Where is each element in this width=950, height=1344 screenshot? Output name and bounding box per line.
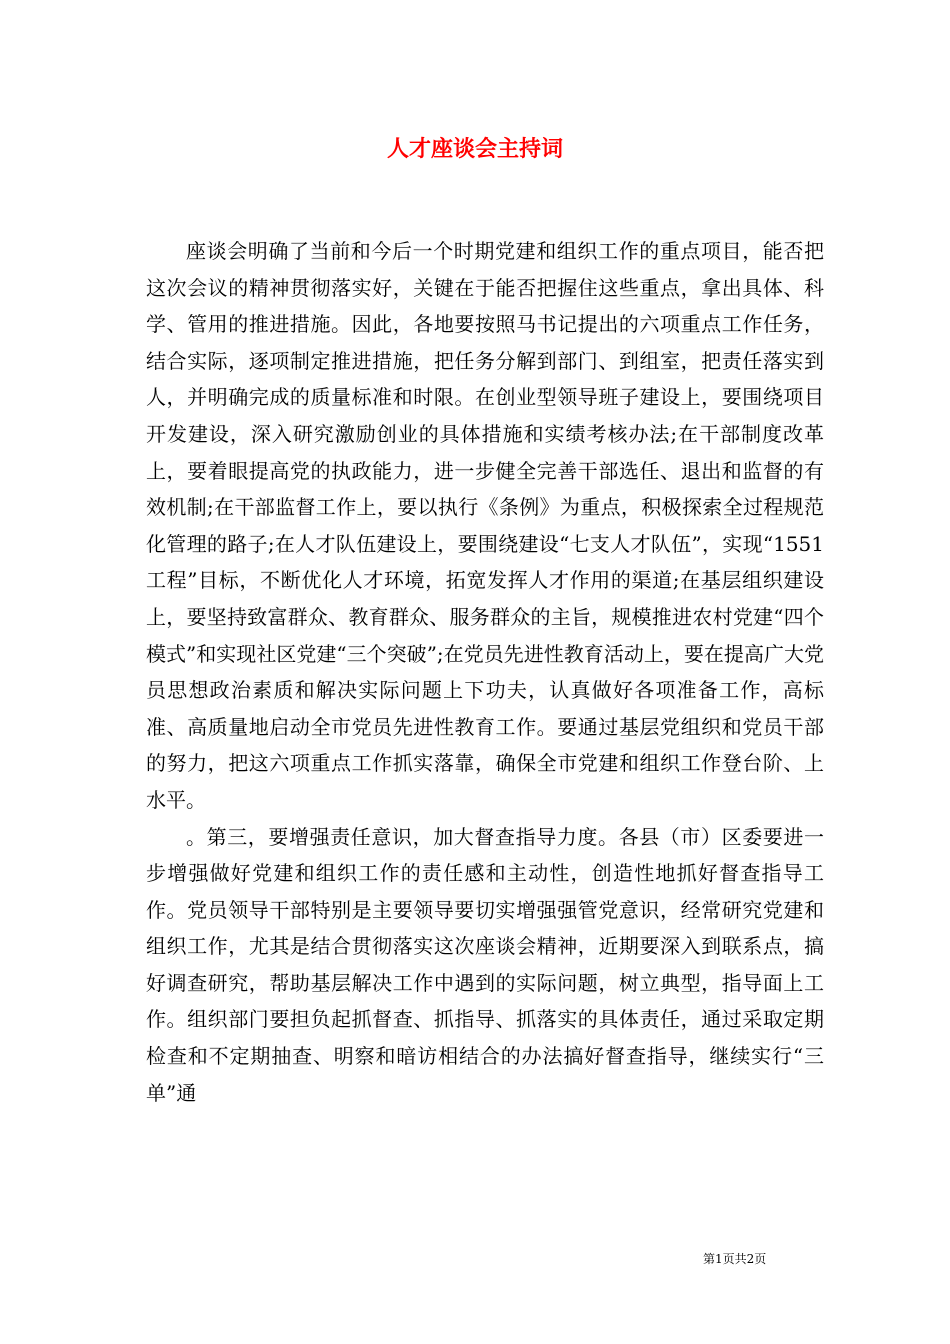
body-paragraph-1: 座谈会明确了当前和今后一个时期党建和组织工作的重点项目，能否把这次会议的精神贯彻落实好，关键在于能否把握住这些重点，拿出具体、科学、管用的推进措施。因此，各地要按照马书记提出的六项重点工作任务，结合实际，逐项制定推进措施，把任务分解到部门、到组室，把责任落实到人，并明确完成的质量标准和时限。在创业型领导班子建设上，要围绕项目开发建设，深入研究激励创业的具体措施和实绩考核办法;在干部制度改革上，要着眼提高党的执政能力，进一步健全完善干部选任、退出和监督的有效机制;在干部监督工作上，要以执行《条例》为重点，积极探索全过程规范化管理的路子;在人才队伍建设上，要围绕建设“七支人才队伍”，实现“1551工程”目标，不断优化人才环境，拓宽发挥人才作用的渠道;在基层组织建设上，要坚持致富群众、教育群众、服务群众的主旨，规模推进农村党建“四个模式”和实现社区党建“三个突破”;在党员先进性教育活动上，要在提高广大党员思想政治素质和解决实际问题上下功夫，认真做好各项准备工作，高标准、高质量地启动全市党员先进性教育工作。要通过基层党组织和党员干部的努力，把这六项重点工作抓实落靠，确保全市党建和组织工作登台阶、上水平。 bbox=[146, 239, 824, 812]
document-body bbox=[146, 233, 824, 1111]
page-number: 第1页共2页 bbox=[703, 1252, 767, 1266]
document-title: 人才座谈会主持词 bbox=[386, 136, 563, 162]
body-paragraph-2: 。第三，要增强责任意识，加大督查指导力度。各县（市）区委要进一步增强做好党建和组织工作的责任感和主动性，创造性地抓好督查指导工作。党员领导干部特别是主要领导要切实增强强管党意识，经常研究党建和组织工作，尤其是结合贯彻落实这次座谈会精神，近期要深入到联系点，搞好调查研究，帮助基层解决工作中遇到的实际问题，树立典型，指导面上工作。组织部门要担负起抓督查、抓指导、抓落实的具体责任，通过采取定期检查和不定期抽查、明察和暗访相结合的办法搞好督查指导，继续实行“三单”通 bbox=[146, 824, 824, 1105]
